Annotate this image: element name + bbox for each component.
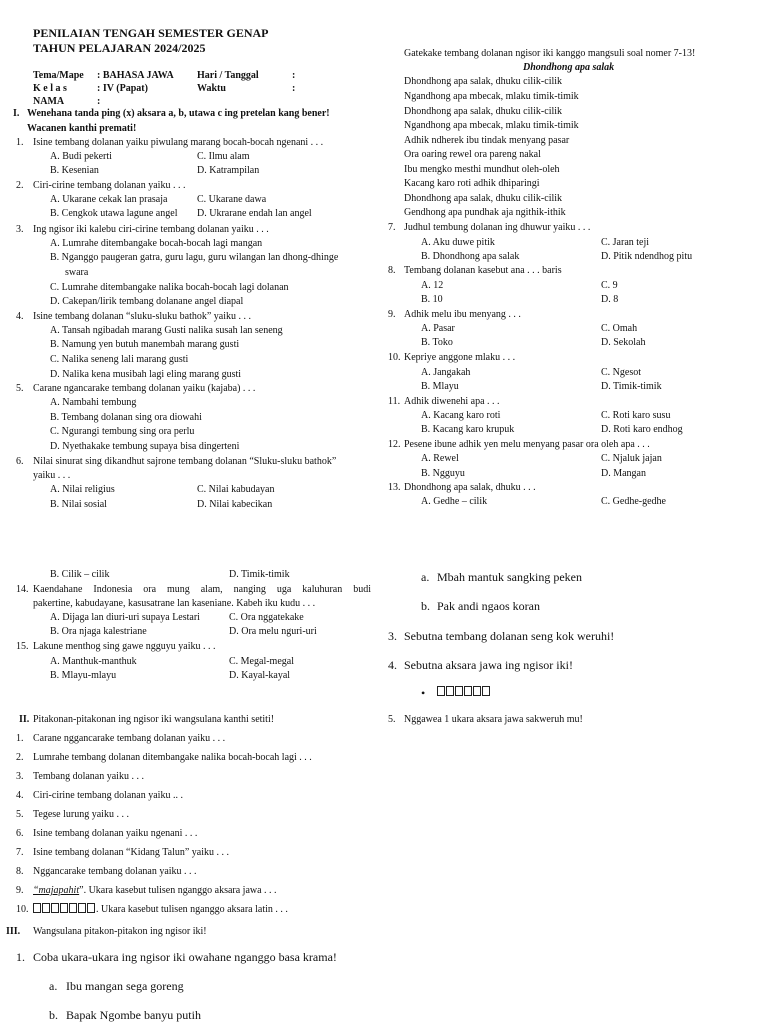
question-text: Isine tembang dolanan yaiku piwulang marang bocah-bocah ngenani . . . [33,137,324,148]
lyric-line: Gendhong apa pundhak aja ngithik-ithik [404,207,566,218]
question-number: 10. [16,904,29,915]
option-d: D. Kayal-kayal [229,670,291,681]
tema-label: Tema/Mape [33,70,84,81]
question-number: 5. [16,383,24,394]
option-b: B. Kacang karo krupuk [421,424,515,435]
option-d: D. Nyethakake tembung supaya bisa dingerteni [50,441,240,452]
lyric-line: Ora oaring rewel ora pareng nakal [404,149,541,160]
nama-label: NAMA [33,96,65,107]
item-letter: a. [421,570,430,584]
option-d: D. Ora melu nguri-uri [229,626,317,637]
option-d: D. Nilai kabecikan [197,499,273,510]
option-c: C. Ilmu alam [197,151,250,162]
question-number: 6. [16,456,24,467]
option-a: A. Jangakah [421,367,471,378]
item-letter: b. [49,1008,58,1022]
option-c: C. 9 [601,280,618,291]
option-d: D. Ukrarane endah lan angel [197,208,312,219]
option-c: C. Ukarane dawa [197,194,267,205]
javanese-script-glyphs [437,686,491,700]
question-number: 11. [388,396,401,407]
hari-value: : [292,70,296,81]
javanese-word: “majapahit [33,885,80,896]
question-number: 12. [388,439,401,450]
question-text: Kaendahane Indonesia ora mung alam, nanging uga kaluhuran budi [33,584,371,595]
option-b: B. Toko [421,337,453,348]
lyric-line: Ibu mengko mesthi mundhut oleh-oleh [404,164,560,175]
question-text: Carane nggancarake tembang dolanan yaiku . . . [33,733,226,744]
option-d: D. Timik-timik [601,381,662,392]
question-text-continued: yaiku . . . [33,470,71,481]
option-b: B. Namung yen butuh manembah marang gusti [50,339,240,350]
option-a: A. Dijaga lan diuri-uri supaya Lestari [50,612,200,623]
option-d: D. Sekolah [601,337,646,348]
question-text: Pesene ibune adhik yen melu menyang pasar ora oleh apa . . . [404,439,650,450]
item-text: Mbah mantuk sangking peken [437,570,582,584]
question-number: 2. [16,752,24,763]
question-number: 6. [16,828,24,839]
question-text: Carane ngancarake tembang dolanan yaiku (kajaba) . . . [33,383,256,394]
option-d: D. Roti karo endhog [601,424,683,435]
question-text: Isine tembang dolanan “sluku-sluku bathok” yaiku . . . [33,311,252,322]
question-text: Sebutna tembang dolanan seng kok weruhi! [404,629,615,643]
question-number: 13. [388,482,401,493]
option-b: B. Ngguyu [421,468,465,479]
option-c: C. Njaluk jajan [601,453,662,464]
option-b: B. Dhondhong apa salak [421,251,520,262]
question-number: 3. [388,629,397,643]
question-text: Judhul tembung dolanan ing dhuwur yaiku . . . [404,222,591,233]
item-text: Pak andi ngaos koran [437,599,540,613]
option-c: C. Ora nggatekake [229,612,304,623]
option-b: B. Mlayu-mlayu [50,670,117,681]
option-b: B. Nilai sosial [50,499,107,510]
question-text: Lakune menthog sing gawe ngguyu yaiku . . . [33,641,216,652]
question-text: Ing ngisor iki kalebu ciri-cirine tembang dolanan yaiku . . . [33,224,269,235]
question-number: 10. [388,352,401,363]
option-d: D. 8 [601,294,619,305]
kelas-label: K e l a s [33,83,67,94]
question-text: Dhondhong apa salak, dhuku . . . [404,482,536,493]
option-a: A. Budi pekerti [50,151,112,162]
section-1-instruction-2: Wacanen kanthi premati! [27,123,137,134]
nama-value: : [97,96,101,107]
question-text: Tegese lurung yaiku . . . [33,809,129,820]
question-text: Nggancarake tembang dolanan yaiku . . . [33,866,197,877]
option-b: B. Tembang dolanan sing ora diowahi [50,412,202,423]
question-number: 8. [388,265,396,276]
waktu-label: Waktu [197,83,226,94]
section-3-roman: III. [6,926,21,937]
question-number: 8. [16,866,24,877]
option-d: D. Cakepan/lirik tembang dolanane angel diapal [50,296,244,307]
option-b: B. Cilik – cilik [50,569,110,580]
option-c: C. Jaran teji [601,237,650,248]
question-number: 4. [16,311,24,322]
question-text: Adhik melu ibu menyang . . . [404,309,521,320]
question-text: Tembang dolanan kasebut ana . . . baris [404,265,562,276]
question-number: 7. [388,222,396,233]
option-a: A. Tansah ngibadah marang Gusti nalika susah lan seneng [50,325,283,336]
question-text [33,903,288,917]
option-c: C. Nalika seneng lali marang gusti [50,354,189,365]
lyric-line: Dhondhong apa salak, dhuku cilik-cilik [404,193,563,204]
question-text: Isine tembang dolanan “Kidang Talun” yaiku . . . [33,847,230,858]
question-text: Kepriye anggone mlaku . . . [404,352,516,363]
question-number: 5. [388,714,396,725]
option-d: D. Timik-timik [229,569,290,580]
option-b: B. Cengkok utawa lagune angel [50,208,178,219]
option-a: A. Lumrahe ditembangake bocah-bocah lagi mangan [50,238,263,249]
option-c: C. Gedhe-gedhe [601,496,666,507]
option-a: A. Nambahi tembung [50,397,137,408]
question-text [33,884,277,898]
option-b-continued: swara [65,267,89,278]
question-number: 9. [388,309,396,320]
lyric-line: Adhik ndherek ibu tindak menyang pasar [404,135,570,146]
question-number: 3. [16,224,24,235]
question-text: Ciri-cirine tembang dolanan yaiku . . . [33,180,186,191]
question-number: 4. [16,790,24,801]
question-text: Tembang dolanan yaiku . . . [33,771,144,782]
reading-intro: Gatekake tembang dolanan ngisor iki kanggo mangsuli soal nomer 7-13! [404,48,696,59]
question-text: Adhik diwenehi apa . . . [404,396,500,407]
option-c: C. Lumrahe ditembangake nalika bocah-bocah lagi dolanan [50,282,289,293]
lyric-line: Ngandhong apa mbecak, mlaku timik-timik [404,91,579,102]
option-a: A. Nilai religius [50,484,115,495]
option-d: D. Pitik ndendhog pitu [601,251,693,262]
tema-value: : BAHASA JAWA [97,70,174,81]
question-text: Isine tembang dolanan yaiku ngenani . . . [33,828,198,839]
question-number: 2. [16,180,24,191]
lyric-line: Dhondhong apa salak, dhuku cilik-cilik [404,76,563,87]
question-text: Lumrahe tembang dolanan ditembangake nalika bocah-bocah lagi . . . [33,752,312,763]
option-a: A. Manthuk-manthuk [50,656,137,667]
option-a: A. Gedhe – cilik [421,496,488,507]
song-title: Dhondhong apa salak [523,62,615,73]
lyric-line: Kacang karo roti adhik dhiparingi [404,178,540,189]
option-b: B. Kesenian [50,165,99,176]
question-number: 1. [16,950,25,964]
question-number: 15. [16,641,29,652]
option-a: A. Aku duwe pitik [421,237,495,248]
kelas-value: : IV (Papat) [97,83,148,94]
item-letter: b. [421,599,430,613]
item-text: Bapak Ngombe banyu putih [66,1008,201,1022]
question-number: 9. [16,885,24,896]
hari-label: Hari / Tanggal [197,70,259,81]
section-1-instruction: Wenehana tanda ping (x) aksara a, b, utawa c ing pretelan kang bener! [27,108,330,119]
option-b: B. Mlayu [421,381,459,392]
section-1-roman: I. [13,108,20,119]
question-text: Nggawea 1 ukara aksara jawa sakweruh mu! [404,714,583,725]
item-text: Ibu mangan sega goreng [66,979,184,993]
section-2-roman: II. [19,714,30,725]
section-3-instruction: Wangsulana pitakon-pitakon ing ngisor iki! [33,926,207,937]
question-number: 1. [16,733,24,744]
option-a: A. Pasar [421,323,455,334]
question-text-rest: ”. Ukara kasebut tulisen nganggo aksara jawa . . . [79,885,277,896]
exam-title: PENILAIAN TENGAH SEMESTER GENAP [33,26,269,40]
item-letter: a. [49,979,58,993]
option-b: B. Ora njaga kalestriane [50,626,147,637]
question-number: 4. [388,658,397,672]
question-text-rest: . Ukara kasebut tulisen nganggo aksara latin . . . [96,904,288,915]
option-d: D. Mangan [601,468,646,479]
option-b: B. Nganggo paugeran gatra, guru lagu, guru wilangan lan dhong-dhinge [50,252,339,263]
question-text: Coba ukara-ukara ing ngisor iki owahane nganggo basa krama! [33,950,337,964]
question-number: 7. [16,847,24,858]
option-a: A. 12 [421,280,444,291]
question-text: Ciri-cirine tembang dolanan yaiku .. . [33,790,183,801]
option-c: C. Ngesot [601,367,641,378]
lyric-line: Dhondhong apa salak, dhuku cilik-cilik [404,106,563,117]
option-d: D. Nalika kena musibah lagi eling marang gusti [50,369,242,380]
question-number: 14. [16,584,29,595]
option-c: C. Omah [601,323,638,334]
option-d: D. Katrampilan [197,165,260,176]
question-number: 1. [16,137,24,148]
option-a: A. Kacang karo roti [421,410,501,421]
school-year: TAHUN PELAJARAN 2024/2025 [33,41,206,55]
option-b: B. 10 [421,294,443,305]
option-c: C. Megal-megal [229,656,294,667]
bullet-icon: • [421,686,426,700]
javanese-script-glyphs [33,904,96,915]
question-number: 5. [16,809,24,820]
question-text: Sebutna aksara jawa ing ngisor iki! [404,658,573,672]
question-text-continued: pakertine, kabudayane, kasusatrane lan kaseniane. Kabeh iku kudu . . . [33,598,316,609]
option-a: A. Ukarane cekak lan prasaja [50,194,168,205]
lyric-line: Ngandhong apa mbecak, mlaku timik-timik [404,120,579,131]
section-2-instruction: Pitakonan-pitakonan ing ngisor iki wangsulana kanthi setiti! [33,714,275,725]
option-c: C. Roti karo susu [601,410,671,421]
option-c: C. Nilai kabudayan [197,484,275,495]
option-c: C. Ngurangi tembung sing ora perlu [50,426,195,437]
question-text: Nilai sinurat sing dikandhut sajrone tembang dolanan “Sluku-sluku bathok” [33,456,337,467]
waktu-value: : [292,83,296,94]
question-number: 3. [16,771,24,782]
option-a: A. Rewel [421,453,459,464]
